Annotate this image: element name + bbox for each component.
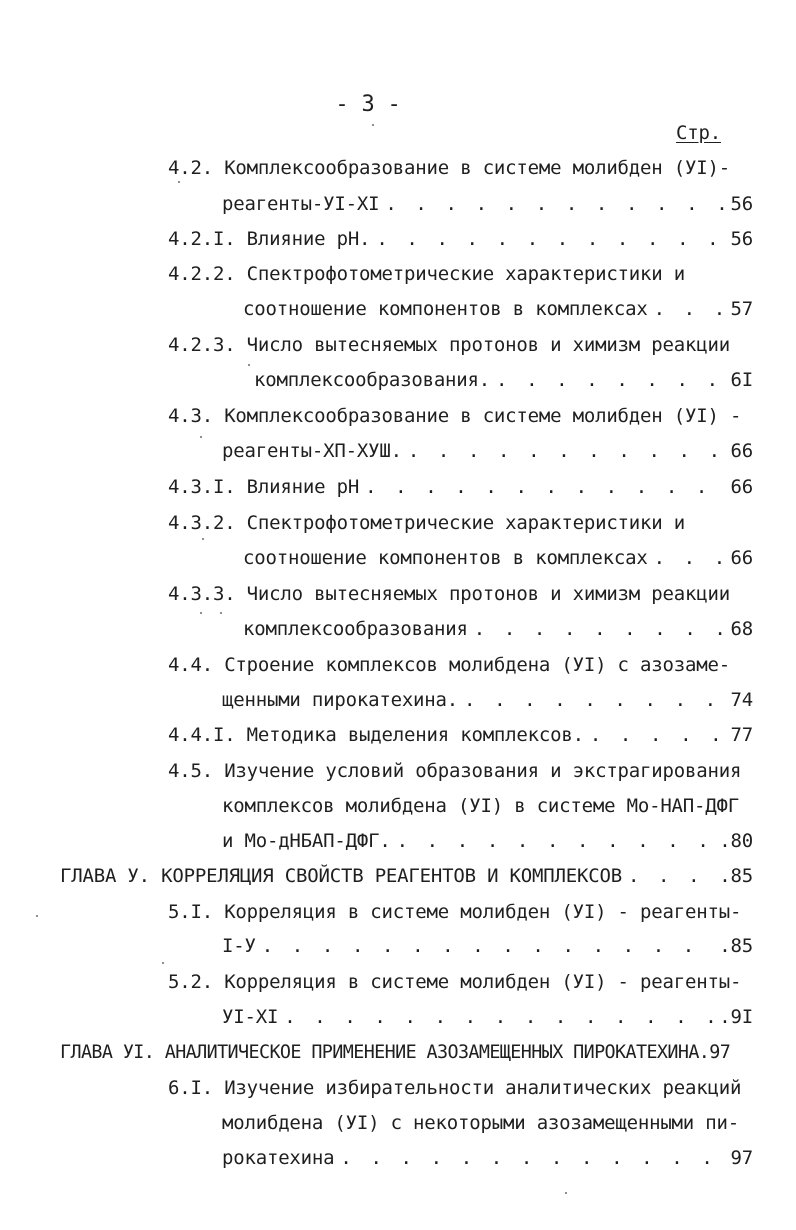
toc-entry-page: 6I — [730, 369, 753, 391]
toc-chapter-5 — [60, 863, 753, 889]
toc-entry-4-4 — [222, 687, 753, 713]
toc-entry-page: 66 — [730, 476, 753, 498]
toc-entry-4-2-1 — [168, 226, 753, 252]
dot-leader — [385, 191, 726, 217]
dot-leader — [397, 828, 716, 854]
scan-speck — [202, 538, 204, 540]
toc-heading-6-1: 6.I. Изучение избирательности аналитических реакций — [168, 1077, 742, 1099]
toc-entry-page: .85 — [719, 935, 753, 957]
toc-entry-page: 68 — [730, 618, 753, 640]
dot-leader — [365, 474, 726, 500]
page-column-header: Стр. — [676, 122, 721, 144]
toc-heading-4-3-2: 4.3.2. Спектрофотометрические характеристики и — [168, 512, 685, 534]
scan-speck — [220, 612, 222, 614]
toc-entry-4-5 — [222, 828, 753, 854]
toc-entry-4-3-3 — [243, 616, 753, 642]
toc-heading-4-2: 4.2. Комплексообразование в системе молибден (УI)- — [168, 157, 730, 179]
toc-entry-4-2-2 — [243, 296, 753, 322]
toc-entry-title: 4.3.I. Влияние рН — [168, 476, 360, 498]
toc-heading-4-3: 4.3. Комплексообразование в системе молибден (УI) - — [168, 405, 742, 427]
dot-leader — [464, 687, 726, 713]
toc-heading-4-5-cont: комплексов молибдена (УI) в системе Мо-НАП-ДФГ — [222, 795, 739, 817]
toc-entry-page: 74 — [730, 689, 753, 711]
page-number: - 3 - — [335, 92, 401, 117]
toc-entry-5-2 — [222, 1004, 753, 1030]
toc-entry-4-4-1 — [168, 722, 753, 748]
toc-entry-title: реагенты-ХП-ХУШ. — [222, 440, 402, 462]
toc-entry-page: 56 — [730, 228, 753, 250]
toc-entry-title: соотношение компонентов в комплексах — [243, 298, 648, 320]
scan-speck — [565, 1192, 567, 1194]
toc-entry-4-2-3 — [254, 367, 753, 393]
dot-leader — [654, 545, 727, 571]
toc-heading-5-2: 5.2. Корреляция в системе молибден (УI) - реагенты- — [168, 971, 742, 993]
toc-entry-page: 66 — [730, 547, 753, 569]
dot-leader — [496, 367, 726, 393]
scan-speck — [248, 364, 250, 366]
toc-entry-page: .85 — [719, 865, 753, 887]
dot-leader — [654, 296, 727, 322]
dot-leader — [376, 226, 726, 252]
toc-entry-4-3-2 — [243, 545, 753, 571]
dot-leader — [284, 1004, 715, 1030]
toc-entry-5-1 — [222, 933, 753, 959]
toc-chapter-6: ГЛАВА УI. АНАЛИТИЧЕСКОЕ ПРИМЕНЕНИЕ АЗОЗАМЕЩЕННЫХ ПИРОКАТЕХИНА.97 — [60, 1042, 731, 1063]
scan-speck — [178, 181, 180, 183]
scan-speck — [200, 612, 202, 614]
toc-entry-title: 4.2.I. Влияние рН. — [168, 228, 371, 250]
toc-entry-page: 97 — [730, 1147, 753, 1169]
toc-entry-page: 57 — [730, 298, 753, 320]
toc-entry-title: I-У — [222, 935, 256, 957]
toc-entry-4-3-1 — [168, 474, 753, 500]
toc-entry-page: .9I — [719, 1006, 753, 1028]
scan-speck — [372, 124, 374, 126]
toc-entry-page: 56 — [730, 193, 753, 215]
toc-heading-6-1-cont: молибдена (УI) с некоторыми азозамещенными пи- — [222, 1112, 739, 1134]
scan-speck — [36, 915, 38, 917]
toc-entry-title: 4.4.I. Методика выделения комплексов. — [168, 724, 584, 746]
toc-heading-4-4: 4.4. Строение комплексов молибдена (УI) с азозаме- — [168, 654, 730, 676]
scan-speck — [162, 962, 164, 964]
dot-leader — [590, 722, 727, 748]
dot-leader — [262, 933, 716, 959]
toc-entry-title: и Мо-дНБАП-ДФГ. — [222, 830, 391, 852]
toc-entry-page: 77 — [730, 724, 753, 746]
toc-heading-4-2-3: 4.2.3. Число вытесняемых протонов и химизм реакции — [168, 334, 730, 356]
toc-heading-5-1: 5.I. Корреляция в системе молибден (УI) - реагенты- — [168, 901, 742, 923]
toc-heading-4-3-3: 4.3.3. Число вытесняемых протонов и химизм реакции — [168, 583, 730, 605]
toc-entry-title: комплексообразования — [243, 618, 468, 640]
scan-speck — [200, 436, 202, 438]
toc-entry-title: соотношение компонентов в комплексах — [243, 547, 648, 569]
toc-entry-page: 66 — [730, 440, 753, 462]
dot-leader — [474, 616, 727, 642]
toc-heading-4-5: 4.5. Изучение условий образования и экстрагирования — [168, 760, 742, 782]
dot-leader — [408, 438, 727, 464]
toc-entry-6-1 — [222, 1145, 753, 1171]
toc-entry-title: рокатехина — [222, 1147, 335, 1169]
toc-entry-title: УI-ХI — [222, 1006, 279, 1028]
toc-entry-title: комплексообразования. — [254, 369, 491, 391]
dot-leader — [340, 1145, 726, 1171]
toc-entry-title: ГЛАВА У. КОРРЕЛЯЦИЯ СВОЙСТВ РЕАГЕНТОВ И КОМПЛЕКСОВ — [60, 865, 622, 887]
toc-entry-title: реагенты-УI-ХI — [222, 193, 380, 215]
dot-leader — [628, 863, 715, 889]
toc-entry-4-2 — [222, 191, 753, 217]
toc-heading-4-2-2: 4.2.2. Спектрофотометрические характеристики и — [168, 263, 685, 285]
toc-entry-title: щенными пирокатехина. — [222, 689, 459, 711]
toc-entry-page: .80 — [719, 830, 753, 852]
toc-entry-4-3 — [222, 438, 753, 464]
